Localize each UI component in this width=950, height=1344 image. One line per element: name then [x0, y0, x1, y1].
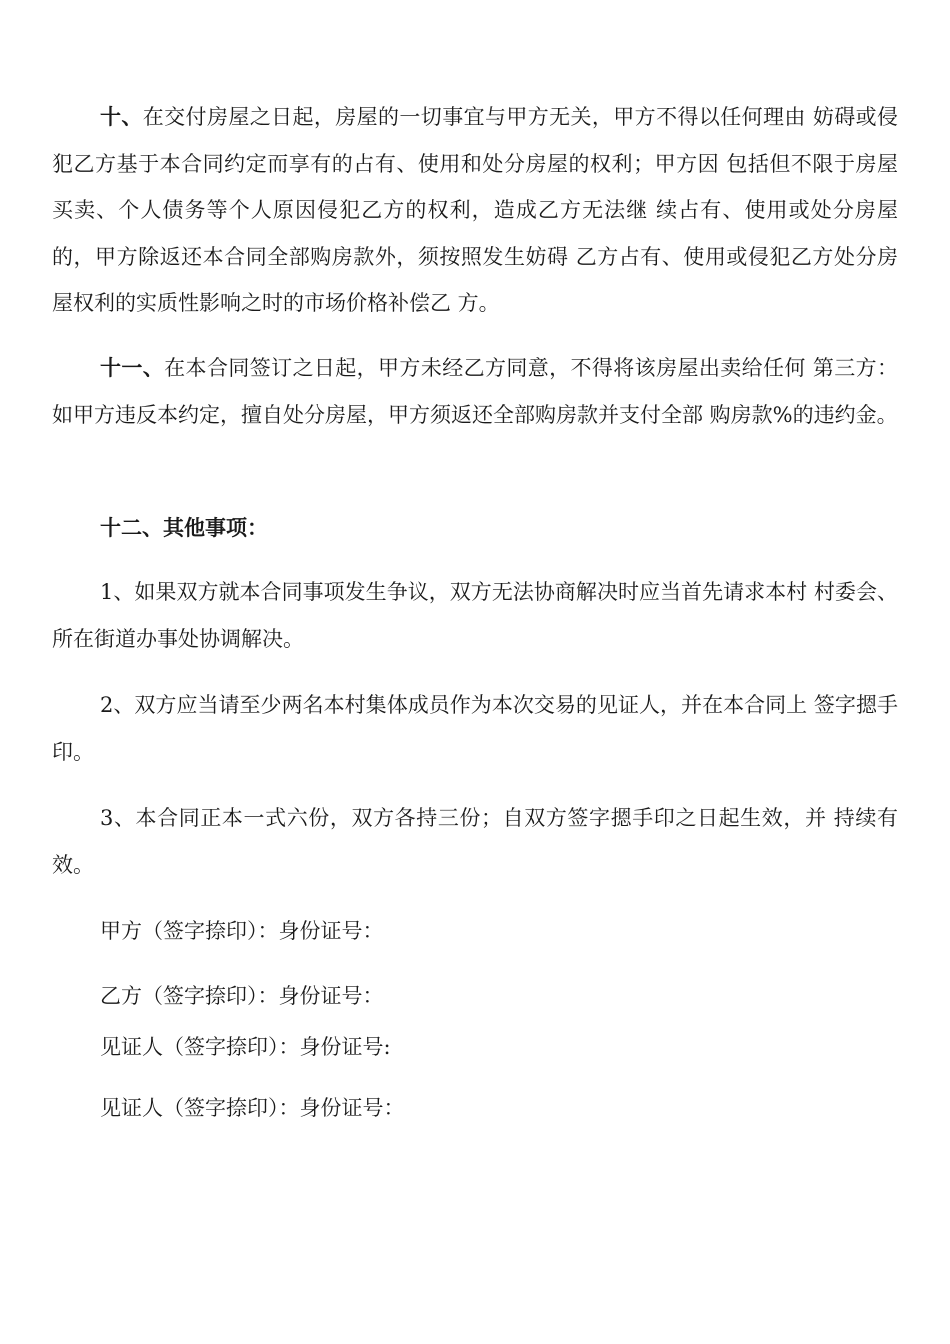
clause-10-paragraph — [52, 94, 898, 327]
clause-10-text: 在交付房屋之日起，房屋的一切事宜与甲方无关，甲方不得以任何理由 妨碍或侵犯乙方基于本合同约定而享有的占有、使用和处分房屋的权利；甲方因 包括但不限于房屋买卖、个人债务等个人原因侵犯乙方的权利，造成乙方无法继 续占有、使用或处分房屋的，甲方除返还本合同全部购房款外，须按照发生妨碍 乙方占有、使用或侵犯乙方处分房屋权利的实质性影响之时的市场价格补偿乙 方。 — [52, 105, 898, 315]
witness-1-signature-line: 见证人（签字捺印）：身份证号: — [100, 1035, 391, 1059]
clause-12-item-2: 2、双方应当请至少两名本村集体成员作为本次交易的见证人，并在本合同上 签字摁手印。 — [52, 693, 898, 764]
clause-11-paragraph — [52, 345, 898, 438]
clause-12-heading: 十二、其他事项： — [100, 515, 268, 540]
clause-10-number: 十、 — [100, 104, 143, 129]
witness-2-signature-line: 见证人（签字捺印）：身份证号： — [100, 1096, 405, 1120]
clause-11-number: 十一、 — [100, 355, 165, 380]
party-a-signature-line: 甲方（签字捺印）：身份证号： — [100, 919, 384, 943]
clause-11-text: 在本合同签订之日起，甲方未经乙方同意，不得将该房屋出卖给任何 第三方：如甲方违反本约定，擅自处分房屋，甲方须返还全部购房款并支付全部 购房款%的违约金。 — [52, 356, 898, 427]
clause-12-item-1: 1、如果双方就本合同事项发生争议，双方无法协商解决时应当首先请求本村 村委会、所在街道办事处协调解决。 — [52, 580, 898, 651]
clause-12-item-3: 3、本合同正本一式六份，双方各持三份；自双方签字摁手印之日起生效，并 持续有效。 — [52, 806, 898, 877]
party-b-signature-line: 乙方（签字捺印）：身份证号： — [100, 984, 384, 1008]
